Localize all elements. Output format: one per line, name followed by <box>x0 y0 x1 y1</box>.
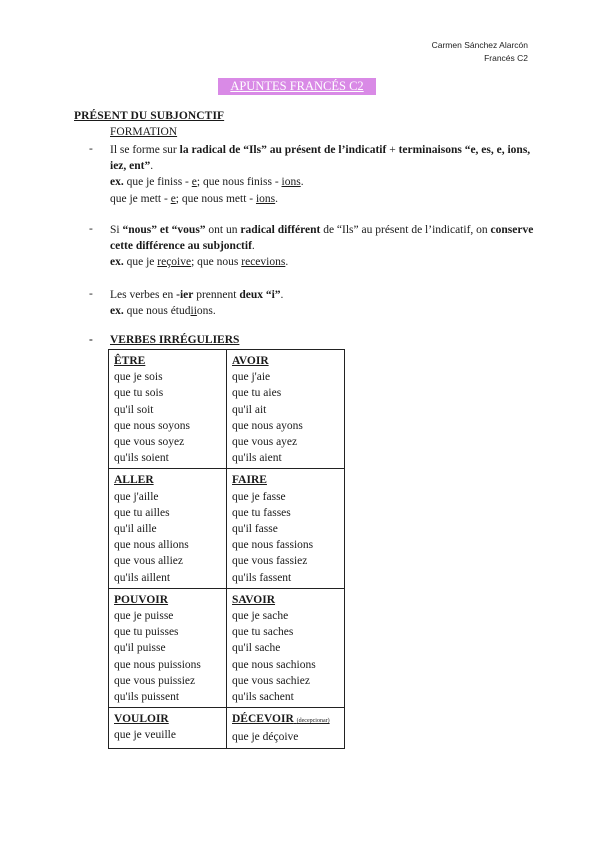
conjugation-form: que je fasse <box>232 490 286 503</box>
verb-cell <box>227 350 345 469</box>
verb-name-text: AVOIR <box>232 355 269 367</box>
conjugation-form: que tu saches <box>232 626 294 639</box>
table-row <box>109 469 345 588</box>
verb-note: (decepcionar) <box>296 718 330 725</box>
verb-name-text: VOULOIR <box>114 713 169 726</box>
table-row <box>109 588 345 707</box>
conjugation-form: que nous allions <box>114 539 189 552</box>
verb-name-text: POUVOIR <box>114 593 169 606</box>
conjugation-form: qu'il puisse <box>114 642 166 655</box>
conjugation-form: qu'ils aillent <box>114 571 171 584</box>
verb-cell <box>227 588 345 707</box>
document-title: APUNTES FRANCÉS C2 <box>218 78 376 95</box>
verb-name <box>114 472 222 488</box>
verb-name <box>232 353 340 369</box>
table-row <box>109 350 345 469</box>
table-row <box>109 708 345 748</box>
conjugation-form: qu'il fasse <box>232 523 278 536</box>
section-heading: PRÉSENT DU SUBJONCTIF <box>74 110 225 122</box>
conjugation-form: que vous fassiez <box>232 555 308 568</box>
verb-name-text: ALLER <box>114 474 154 487</box>
conjugation-form: que tu sois <box>114 387 164 400</box>
author-name: Carmen Sánchez Alarcón <box>431 40 528 50</box>
conjugation-form: que nous ayons <box>232 419 303 432</box>
verb-name <box>114 711 222 727</box>
verb-name <box>232 711 340 729</box>
conjugation-form: que j'aie <box>232 371 271 384</box>
verb-cell <box>227 708 345 748</box>
verb-name-text: DÉCEVOIR <box>232 713 294 726</box>
conjugation-form: que vous sachiez <box>232 674 310 687</box>
conjugation-form: qu'il aille <box>114 523 157 536</box>
conjugation-form: qu'il sache <box>232 642 281 655</box>
conjugation-form: que je puisse <box>114 610 174 623</box>
conjugation-form: qu'ils puissent <box>114 691 180 704</box>
bullet-rule-1: - <box>89 143 93 155</box>
conjugation-form: qu'il soit <box>114 403 154 416</box>
conjugation-form: que tu aies <box>232 387 282 400</box>
conjugation-form: que vous ayez <box>232 436 298 449</box>
conjugation-form: que je déçoive <box>232 731 299 744</box>
conjugation-form: que vous soyez <box>114 436 185 449</box>
conjugation-form: que nous sachions <box>232 658 316 671</box>
verb-name <box>232 472 340 488</box>
conjugation-form: que j'aille <box>114 490 159 503</box>
conjugation-form: que nous fassions <box>232 539 314 552</box>
conjugation-form: qu'ils soient <box>114 452 169 465</box>
conjugation-form: que je sache <box>232 610 289 623</box>
conjugation-form: que nous puissions <box>114 658 201 671</box>
conjugation-form: qu'il ait <box>232 403 267 416</box>
verb-cell <box>109 350 227 469</box>
bullet-rule-2: - <box>89 223 93 235</box>
conjugation-form: que je sois <box>114 371 163 384</box>
bullet-rule-3: - <box>89 288 93 300</box>
bullet-verbs: - <box>89 334 93 346</box>
conjugation-form: qu'ils fassent <box>232 571 292 584</box>
verb-name <box>114 592 222 608</box>
verb-cell <box>227 469 345 588</box>
conjugation-form: que vous puissiez <box>114 674 196 687</box>
verb-name-text: ÊTRE <box>114 355 146 367</box>
verb-name-text: SAVOIR <box>232 593 276 606</box>
verb-name <box>232 592 340 608</box>
rule-2-paragraph: Si “nous” et “vous” ont un radical différent de “Ils” au présent de l’indicatif, on conserve cette différence au subjonctif. ex. que je reçoive; que nous recevions. <box>110 224 534 269</box>
rule-3-paragraph: Les verbes en -ier prennent deux “i”. ex. que nous étudiions. <box>110 289 284 318</box>
conjugation-form: que nous soyons <box>114 419 191 432</box>
verb-cell <box>109 588 227 707</box>
verb-name <box>114 353 222 369</box>
conjugation-form: qu'ils sachent <box>232 691 294 704</box>
conjugation-form: qu'ils aient <box>232 452 282 465</box>
conjugation-form: que tu fasses <box>232 506 291 519</box>
irregular-verbs-heading: VERBES IRRÉGULIERS <box>110 334 240 346</box>
conjugation-form: que vous alliez <box>114 555 183 568</box>
conjugation-form: que tu puisses <box>114 626 179 639</box>
conjugation-form: que je veuille <box>114 729 176 742</box>
formation-subheading: FORMATION <box>110 126 178 138</box>
conjugation-form: que tu ailles <box>114 506 170 519</box>
verb-cell <box>109 469 227 588</box>
course-name: Francés C2 <box>484 53 528 63</box>
conjugation-table <box>108 349 345 749</box>
verb-name-text: FAIRE <box>232 474 267 487</box>
rule-1-paragraph: Il se forme sur la radical de “Ils” au présent de l’indicatif + terminaisons “e, es, e, ions, iez, ent”. ex. que je finiss - e; que nous finiss - ions. que je mett - e; que nous mett - ions. <box>110 144 531 205</box>
verb-cell <box>109 708 227 748</box>
